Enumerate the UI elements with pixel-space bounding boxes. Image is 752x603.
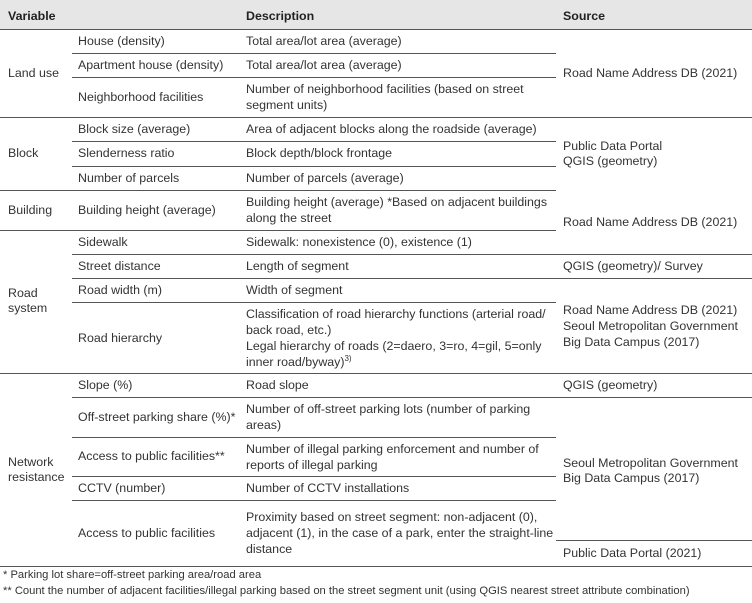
var-slope: Slope (%) [78, 378, 133, 392]
rule [0, 190, 556, 191]
group-land-use: Land use [8, 66, 59, 80]
desc-parcels: Number of parcels (average) [246, 171, 404, 185]
desc-access-1-1: Number of illegal parking enforcement and number of [246, 442, 539, 456]
desc-access-1-2: reports of illegal parking [246, 458, 378, 472]
source-qgis-1: QGIS (geometry) [563, 154, 658, 168]
desc-cctv: Number of CCTV installations [246, 481, 410, 495]
rule [0, 373, 752, 374]
desc-neighborhood-2: segment units) [246, 98, 328, 112]
rule [72, 437, 556, 438]
rule [72, 302, 556, 303]
rule [0, 117, 752, 118]
source-road-name-2: Road Name Address DB (2021) [563, 215, 738, 229]
rule [72, 254, 752, 255]
header-variable: Variable [8, 9, 56, 23]
var-access-1: Access to public facilities** [78, 449, 225, 463]
var-parcels: Number of parcels [78, 171, 180, 185]
source-public-data-2: Public Data Portal (2021) [563, 546, 702, 560]
desc-house: Total area/lot area (average) [246, 34, 402, 48]
group-block: Block [8, 146, 39, 160]
var-road-width: Road width (m) [78, 283, 163, 297]
group-network-line2: resistance [8, 470, 65, 484]
var-road-hierarchy: Road hierarchy [78, 331, 163, 345]
rule [72, 77, 556, 78]
header-source: Source [563, 9, 606, 23]
table-header [0, 0, 752, 29]
source-seoul-1b: Big Data Campus (2017) [563, 335, 700, 349]
desc-sidewalk: Sidewalk: nonexistence (0), existence (1) [246, 235, 472, 249]
desc-road-hierarchy-1: Classification of road hierarchy functions (arterial road/ [246, 307, 546, 321]
rule [0, 230, 556, 231]
desc-slenderness: Block depth/block frontage [246, 146, 393, 160]
group-road-system-line2: system [8, 301, 48, 315]
var-access-2: Access to public facilities [78, 526, 216, 540]
desc-access-2-3: distance [246, 542, 293, 556]
desc-apartment: Total area/lot area (average) [246, 58, 402, 72]
desc-access-2-1: Proximity based on street segment: non-adjacent (0), [246, 510, 538, 524]
var-slenderness: Slenderness ratio [78, 146, 175, 160]
desc-offstreet-1: Number of off-street parking lots (number of parking [246, 402, 531, 416]
desc-road-width: Width of segment [246, 283, 343, 297]
footnote-1: * Parking lot share=off-street parking area/road area [3, 569, 262, 581]
var-cctv: CCTV (number) [78, 481, 166, 495]
source-qgis-2: QGIS (geometry) [563, 378, 658, 392]
rule [72, 53, 556, 54]
rule [0, 566, 752, 567]
rule [72, 141, 556, 142]
desc-neighborhood-1: Number of neighborhood facilities (based on street [246, 82, 524, 96]
rule [556, 540, 752, 541]
var-building-height: Building height (average) [78, 203, 216, 217]
desc-slope: Road slope [246, 378, 309, 392]
rule [72, 166, 556, 167]
source-road-name-1: Road Name Address DB (2021) [563, 66, 738, 80]
header-description: Description [246, 9, 315, 23]
source-seoul-2b: Big Data Campus (2017) [563, 471, 700, 485]
footnote-mark: 3) [344, 353, 352, 363]
desc-street-distance: Length of segment [246, 259, 349, 273]
var-house: House (density) [78, 34, 165, 48]
rule [0, 29, 752, 30]
desc-road-hierarchy-4-wrap [246, 354, 352, 370]
rule [72, 476, 556, 477]
var-apartment: Apartment house (density) [78, 58, 224, 72]
desc-offstreet-2: areas) [246, 418, 282, 432]
desc-road-hierarchy-3: Legal hierarchy of roads (2=daero, 3=ro, 4=gil, 5=only [246, 339, 542, 353]
desc-road-hierarchy-2: back road, etc.) [246, 323, 332, 337]
var-block-size: Block size (average) [78, 122, 191, 136]
group-building: Building [8, 203, 53, 217]
var-sidewalk: Sidewalk [78, 235, 128, 249]
rule [72, 500, 556, 501]
desc-building-height-2: along the street [246, 211, 332, 225]
source-seoul-2a: Seoul Metropolitan Government [563, 456, 738, 470]
var-street-distance: Street distance [78, 259, 161, 273]
group-network-line1: Network [8, 455, 54, 469]
source-qgis-survey: QGIS (geometry)/ Survey [563, 259, 703, 273]
rule [72, 397, 752, 398]
desc-building-height-1: Building height (average) *Based on adjacent buildings [246, 195, 548, 209]
source-public-data-1: Public Data Portal [563, 139, 663, 153]
desc-block-size: Area of adjacent blocks along the roadside (average) [246, 122, 537, 136]
var-offstreet: Off-street parking share (%)* [78, 410, 236, 424]
desc-access-2-2: adjacent (1), in the case of a park, enter the straight-line [246, 526, 554, 540]
rule [72, 278, 752, 279]
source-road-name-3: Road Name Address DB (2021) [563, 303, 738, 317]
group-road-system-line1: Road [8, 286, 38, 300]
desc-road-hierarchy-4: inner road/byway) [246, 355, 345, 369]
footnote-2: ** Count the number of adjacent facilities/illegal parking based on the street segment unit (using QGIS nearest street attribute combination) [3, 585, 690, 597]
source-seoul-1a: Seoul Metropolitan Government [563, 319, 738, 333]
var-neighborhood: Neighborhood facilities [78, 90, 204, 104]
